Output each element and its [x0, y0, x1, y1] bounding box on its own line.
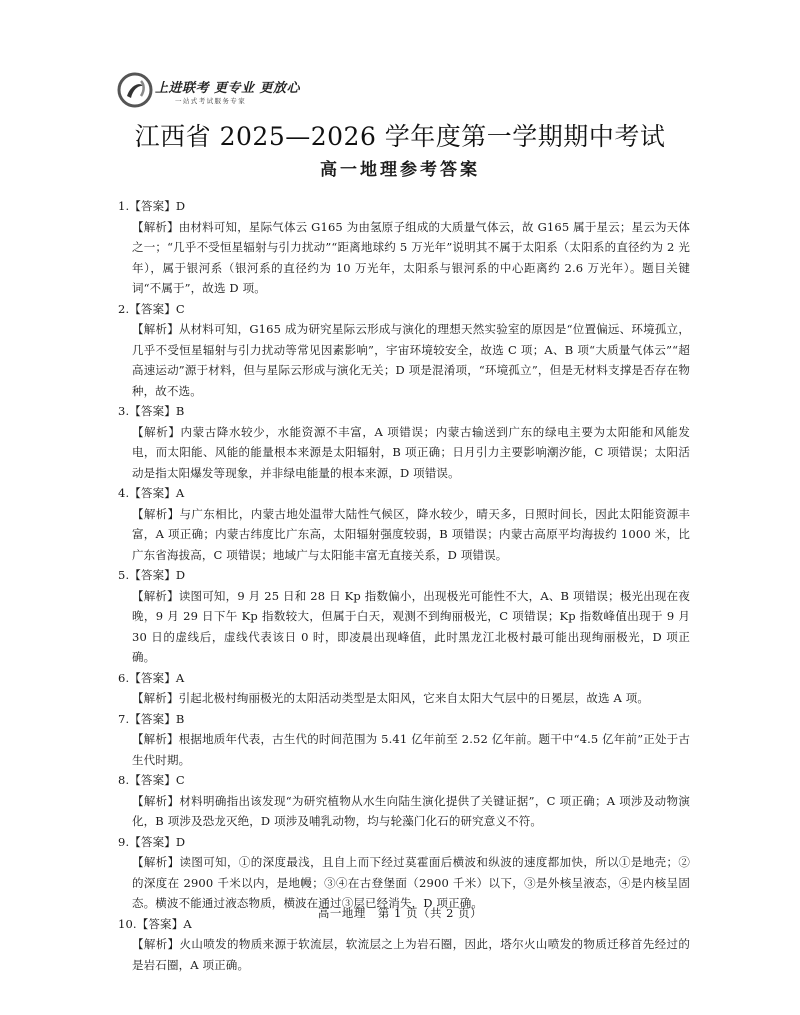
page-footer: 高一地理 第 1 页（共 2 页） — [317, 906, 483, 920]
answer-key: 5.【答案】D — [118, 568, 186, 582]
answer-item-8 — [118, 770, 690, 832]
answer-list — [118, 196, 690, 975]
answer-item-2 — [118, 299, 690, 402]
answer-key: 1.【答案】D — [118, 199, 186, 213]
answer-item-9 — [118, 832, 690, 914]
answer-item-5 — [118, 565, 690, 668]
publisher-logo — [117, 72, 301, 112]
answer-explanation: 【解析】材料明确指出该发现“为研究植物从水生向陆生演化提供了关键证据”，C 项正确；A 项涉及动物演化，B 项涉及恐龙灭绝，D 项涉及哺乳动物，均与轮藻门化石的研究意义不符。 — [132, 793, 690, 828]
answer-item-10 — [118, 914, 690, 976]
answer-explanation: 【解析】与广东相比，内蒙古地处温带大陆性气候区，降水较少，晴天多，日照时间长，因此太阳能资源丰富，A 项正确；内蒙古纬度比广东高，太阳辐射强度较弱，B 项错误；内蒙古高原平均海拔约 1000 米，比广东省海拔高，C 项错误；地域广与太阳能丰富无直接关系，D 项错误。 — [132, 506, 690, 562]
answer-key: 6.【答案】A — [118, 670, 185, 685]
answer-explanation: 【解析】读图可知，9 月 25 日和 28 日 Kp 指数偏小，出现极光可能性不大，A、B 项错误；极光出现在夜晚，9 月 29 日下午 Kp 指数较大，但属于白天，观测不到绚丽极光，C 项错误；Kp 指数峰值出现于 9 月 30 日的虚线后，虚线代表该日 0 时，即凌晨出现峰值，此时黑龙江北极村最可能出现绚丽极光，D 项正确。 — [132, 588, 690, 664]
logo-tagline: 一站式考试服务专家 — [175, 97, 247, 105]
answer-key: 10.【答案】A — [118, 916, 192, 931]
answer-key: 9.【答案】D — [118, 834, 186, 849]
answer-item-6 — [118, 668, 690, 709]
exam-title: 江西省 2025—2026 学年度第一学期期中考试 — [134, 122, 666, 151]
answer-key: 4.【答案】A — [118, 486, 185, 500]
answer-explanation: 【解析】内蒙古降水较少，水能资源不丰富，A 项错误；内蒙古输送到广东的绿电主要为太阳能和风能发电，而太阳能、风能的能量根本来源是太阳辐射，B 项正确；日月引力主要影响潮汐能，C 项错误；太阳活动是指太阳爆发等现象，并非绿电能量的根本来源，D 项错误。 — [132, 424, 690, 480]
answer-explanation: 【解析】引起北极村绚丽极光的太阳活动类型是太阳风，它来自太阳大气层中的日冕层，故选 A 项。 — [132, 691, 650, 705]
exam-subtitle: 高一地理参考答案 — [320, 160, 480, 180]
logo-slogan: 上进联考 更专业 更放心 — [155, 81, 301, 96]
answer-item-1 — [118, 196, 690, 299]
answer-key: 3.【答案】B — [118, 404, 185, 418]
answer-explanation: 【解析】火山喷发的物质来源于软流层，软流层之上为岩石圈，因此，塔尔火山喷发的物质迁移首先经过的是岩石圈，A 项正确。 — [132, 937, 690, 972]
answer-explanation: 【解析】读图可知，①的深度最浅，且自上而下经过莫霍面后横波和纵波的速度都加快，所以①是地壳；②的深度在 2900 千米以内，是地幔；③④在古登堡面（2900 千米）以下，③是外核呈液态，④是内核呈固态。横波不能通过液态物质，横波在通过③层已经消失，D 项正确。 — [132, 855, 690, 910]
answer-key: 8.【答案】C — [118, 773, 185, 787]
answer-explanation: 【解析】由材料可知，星际气体云 G165 为由氢原子组成的大质量气体云，故 G165 属于星云；星云为天体之一；“几乎不受恒星辐射与引力扰动”“距离地球约 5 万光年”说明其不属于太阳系（太阳系的直径约为 2 光年），属于银河系（银河系的直径约为 10 万光年，太阳系与银河系的中心距离约 2.6 万光年）。题目关键词“不属于”，故选 D 项。 — [132, 219, 690, 295]
answer-key: 2.【答案】C — [118, 301, 185, 316]
answer-item-4 — [118, 483, 690, 565]
answer-explanation: 【解析】从材料可知，G165 成为研究星际云形成与演化的理想天然实验室的原因是“位置偏远、环境孤立，几乎不受恒星辐射与引力扰动等常见因素影响”，宇宙环境较安全，故选 C 项；A、B 项“大质量气体云”“超高速运动”源于材料，但与星际云形成与演化无关；D 项是混淆项，“环境孤立”，但是无材料支撑是否存在物种，故不选。 — [132, 322, 690, 398]
swirl-logo-icon — [117, 72, 153, 108]
answer-item-7 — [118, 709, 690, 771]
answer-key: 7.【答案】B — [118, 711, 185, 726]
answer-explanation: 【解析】根据地质年代表，古生代的时间范围为 5.41 亿年前至 2.52 亿年前。题干中“4.5 亿年前”正处于古生代时期。 — [132, 732, 690, 767]
answer-item-3 — [118, 401, 690, 483]
